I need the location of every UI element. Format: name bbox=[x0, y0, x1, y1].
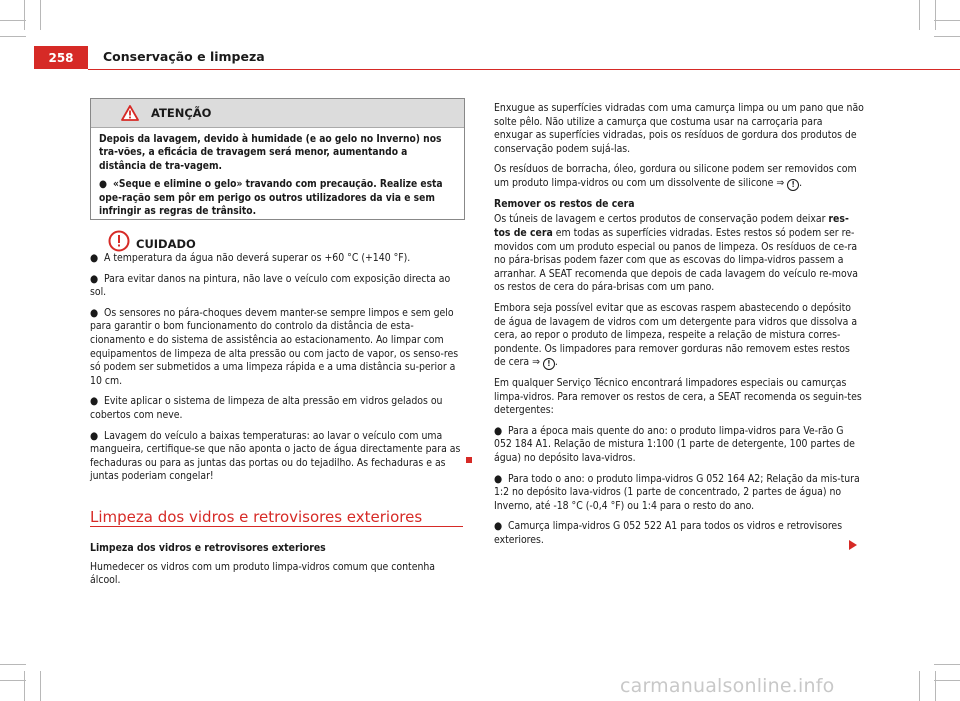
paragraph: Os túneis de lavagem e certos produtos de conservação podem deixar res-tos de cera em todas as superfícies vidradas. Estes restos só podem ser re-movidos com um produto especial ou panos de limpeza. Os resíduos de ce-ra no pára-brisas podem fazer com que as escovas do limpa-vidros passem a arranhar. A SEAT recomenda que depois de cada lavagem do veículo re-mova os restos de cera do pára-brisas com um pano. bbox=[494, 213, 859, 294]
crop-mark bbox=[40, 0, 41, 30]
crop-mark bbox=[40, 671, 41, 701]
crop-mark bbox=[0, 664, 26, 665]
section-subheading: Limpeza dos vidros e retrovisores exteriores bbox=[90, 542, 326, 554]
warning-title: ATENÇÃO bbox=[151, 106, 212, 120]
crop-mark bbox=[24, 0, 25, 30]
list-item: ● Para a época mais quente do ano: o produto limpa-vidros para Ve-rão G 052 184 A1. Relação de mistura 1:100 (1 parte de detergente, 100 partes de água) no depósito lava-vidros. bbox=[494, 424, 855, 465]
watermark: carmanualsonline.info bbox=[620, 675, 835, 697]
right-column bbox=[494, 102, 864, 555]
section-paragraph: Humedecer os vidros com um produto limpa-vidros comum que contenha álcool. bbox=[90, 560, 436, 587]
page-title: Conservação e limpeza bbox=[103, 49, 265, 64]
header-rule bbox=[88, 69, 960, 70]
caution-item: ● Lavagem do veículo a baixas temperaturas: ao lavar o veículo com uma mangueira, certifique-se que não aponta o jacto de água directamente para as fechaduras ou para as juntas das portas ou do tejadilho. As fechaduras e as juntas poderiam congelar! bbox=[90, 429, 461, 483]
warning-box bbox=[90, 98, 465, 220]
paragraph: Enxugue as superfícies vidradas com uma camurça limpa ou um pano que não solte pêlo. Não utilize a camurça que costuma usar na carroçaria para enxugar as superfícies vidradas, pois os resíduos de gordura dos produtos de conservação podem sujá-las. bbox=[494, 102, 864, 155]
page-number: 258 bbox=[34, 46, 88, 69]
crop-mark bbox=[935, 671, 936, 701]
section-rule bbox=[90, 526, 463, 527]
caution-item: ● Para evitar danos na pintura, não lave o veículo com exposição directa ao sol. bbox=[90, 272, 451, 299]
caution-title: CUIDADO bbox=[136, 237, 196, 251]
crop-mark bbox=[934, 664, 960, 665]
caution-icon bbox=[108, 230, 130, 252]
paragraph: Em qualquer Serviço Técnico encontrará limpadores especiais ou camurças limpa-vidros. Para remover os restos de cera, a SEAT recomenda os seguin-tes detergentes: bbox=[494, 377, 862, 417]
caution-item: ● A temperatura da água não deverá superar os +60 °C (+140 °F). bbox=[90, 252, 411, 264]
warning-paragraph: Depois da lavagem, devido à humidade (e ao gelo no Inverno) nos tra-vões, a eficácia de travagem será menor, aumentando a distância de tra-vagem. bbox=[99, 134, 442, 172]
list-item: ● Para todo o ano: o produto limpa-vidros G 052 164 A2; Relação da mis-tura 1:2 no depósito lava-vidros (1 parte de concentrado, 2 partes de água) no Inverno, até -18 °C (-0,4 °F) ou 1:4 para o resto do ano. bbox=[494, 472, 860, 512]
crop-mark bbox=[934, 20, 960, 21]
list-item: ● Camurça limpa-vidros G 052 522 A1 para todos os vidros e retrovisores exteriores. bbox=[494, 520, 843, 547]
crop-mark bbox=[24, 671, 25, 701]
crop-mark bbox=[0, 20, 26, 21]
section-end-mark bbox=[466, 457, 472, 463]
reference-caution-icon: ! bbox=[543, 358, 555, 370]
paragraph: Os resíduos de borracha, óleo, gordura ou silicone podem ser removidos com um produto limpa-vidros ou com um dissolvente de silicone ⇒ ! . bbox=[494, 163, 857, 189]
warning-header bbox=[91, 99, 464, 128]
warning-triangle-icon bbox=[121, 105, 139, 121]
section-intro bbox=[90, 542, 463, 595]
crop-mark bbox=[934, 36, 960, 37]
caution-item: ● Evite aplicar o sistema de limpeza de alta pressão em vidros gelados ou cobertos com neve. bbox=[90, 395, 443, 421]
section-heading: Limpeza dos vidros e retrovisores exteriores bbox=[90, 508, 423, 526]
crop-mark bbox=[919, 671, 920, 701]
crop-mark bbox=[935, 0, 936, 30]
reference-caution-icon: ! bbox=[787, 179, 799, 191]
continue-arrow-icon bbox=[849, 540, 857, 550]
crop-mark bbox=[0, 36, 26, 37]
caution-list bbox=[90, 252, 463, 491]
crop-mark bbox=[934, 680, 960, 681]
paragraph: Embora seja possível evitar que as escovas raspem abastecendo o depósito de água de lavagem de vidros com um detergente para vidros que dissolva a cera, ao repor o produto de limpeza, respeite a relação de mistura corres-pondente. Os limpadores para remover gorduras não removem estes restos de cera ⇒ ! . bbox=[494, 301, 858, 369]
warning-bullet: ● «Seque e elimine o gelo» travando com precaução. Realize esta ope-ração sem pôr em perigo os outros utilizadores da via e sem infringir as regras de trânsito. bbox=[99, 179, 443, 218]
crop-mark bbox=[0, 680, 26, 681]
caution-item: ● Os sensores no pára-choques devem manter-se sempre limpos e sem gelo para garantir o bom funcionamento do controlo da distância de esta-cionamento e do sistema de assistência ao estacionamento. Ao limpar com equipamentos de limpeza de alta pressão ou com jacto de vapor, os senso-res só podem ser submetidos a uma limpeza rápida e a uma distância su-perior a 10 cm. bbox=[90, 306, 459, 387]
subheading: Remover os restos de cera bbox=[494, 197, 635, 210]
crop-mark bbox=[919, 0, 920, 30]
